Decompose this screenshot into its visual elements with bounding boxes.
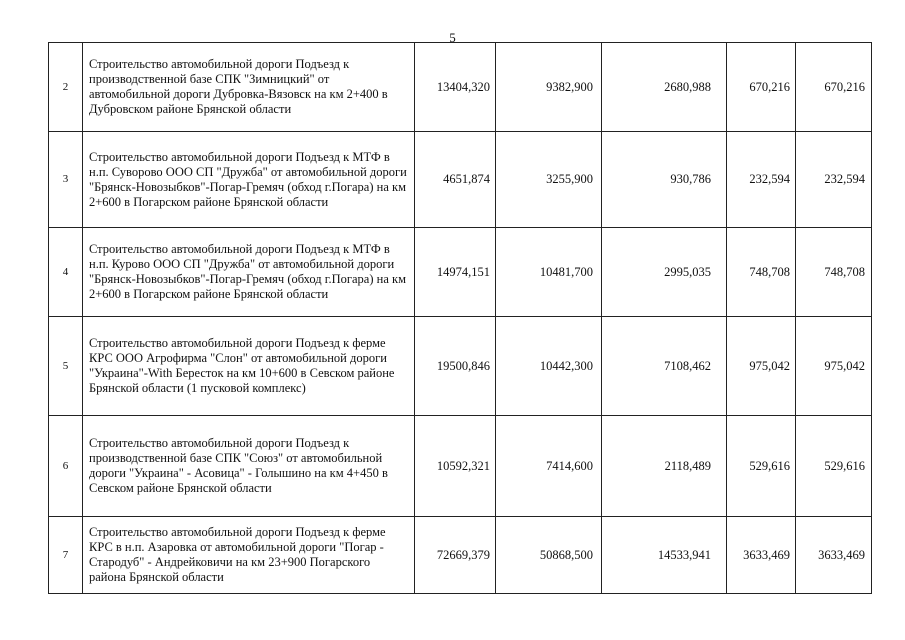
value-col-4: 975,042 [727, 317, 796, 416]
value-col-3: 930,786 [602, 132, 727, 228]
row-number: 5 [49, 317, 83, 416]
value-col-5: 670,216 [796, 43, 872, 132]
road-construction-table [48, 42, 872, 594]
table-row [49, 43, 872, 132]
object-name: Строительство автомобильной дороги Подъезд к производственной базе СПК "Союз" от автомобильной дороги "Украина" - Асовица" - Голышино на км 4+450 в Севском районе Брянской области [83, 416, 415, 517]
table-row [49, 317, 872, 416]
total-cost: 4651,874 [415, 132, 496, 228]
value-col-5: 232,594 [796, 132, 872, 228]
row-number: 4 [49, 228, 83, 317]
value-col-5: 975,042 [796, 317, 872, 416]
total-cost: 13404,320 [415, 43, 496, 132]
value-col-3: 7108,462 [602, 317, 727, 416]
table-row [49, 228, 872, 317]
row-number: 7 [49, 517, 83, 594]
object-name: Строительство автомобильной дороги Подъезд к ферме КРС в н.п. Азаровка от автомобильной дороги "Погар - Стародуб" - Андрейковичи на км 23+900 Погарского района Брянской области [83, 517, 415, 594]
object-name: Строительство автомобильной дороги Подъезд к МТФ в н.п. Курово ООО СП "Дружба" от автомобильной дороги "Брянск-Новозыбков"-Погар-Гремяч (обход г.Погара) на км 2+600 в Погарском районе Брянской области [83, 228, 415, 317]
total-cost: 14974,151 [415, 228, 496, 317]
value-col-2: 10442,300 [496, 317, 602, 416]
value-col-2: 7414,600 [496, 416, 602, 517]
value-col-4: 529,616 [727, 416, 796, 517]
table-row [49, 416, 872, 517]
page-number: 5 [449, 30, 456, 45]
total-cost: 72669,379 [415, 517, 496, 594]
value-col-3: 2680,988 [602, 43, 727, 132]
value-col-2: 50868,500 [496, 517, 602, 594]
value-col-5: 3633,469 [796, 517, 872, 594]
object-name: Строительство автомобильной дороги Подъезд к МТФ в н.п. Суворово ООО СП "Дружба" от автомобильной дороги "Брянск-Новозыбков"-Погар-Гремяч (обход г.Погара) на км 2+600 в Погарском районе Брянской области [83, 132, 415, 228]
total-cost: 10592,321 [415, 416, 496, 517]
value-col-5: 529,616 [796, 416, 872, 517]
total-cost: 19500,846 [415, 317, 496, 416]
value-col-3: 14533,941 [602, 517, 727, 594]
value-col-2: 10481,700 [496, 228, 602, 317]
row-number: 6 [49, 416, 83, 517]
table-row [49, 132, 872, 228]
value-col-4: 748,708 [727, 228, 796, 317]
object-name: Строительство автомобильной дороги Подъезд к ферме КРС ООО Агрофирма "Слон" от автомобильной дороги "Украина"-With Бересток на км 10+600 в Севском районе Брянской области (1 пусковой комплекс) [83, 317, 415, 416]
value-col-4: 232,594 [727, 132, 796, 228]
value-col-4: 670,216 [727, 43, 796, 132]
value-col-2: 9382,900 [496, 43, 602, 132]
value-col-2: 3255,900 [496, 132, 602, 228]
row-number: 2 [49, 43, 83, 132]
row-number: 3 [49, 132, 83, 228]
value-col-3: 2995,035 [602, 228, 727, 317]
table-row [49, 517, 872, 594]
object-name: Строительство автомобильной дороги Подъезд к производственной базе СПК "Зимницкий" от автомобильной дороги Дубровка-Вязовск на км 2+400 в Дубровском районе Брянской области [83, 43, 415, 132]
value-col-3: 2118,489 [602, 416, 727, 517]
value-col-5: 748,708 [796, 228, 872, 317]
value-col-4: 3633,469 [727, 517, 796, 594]
